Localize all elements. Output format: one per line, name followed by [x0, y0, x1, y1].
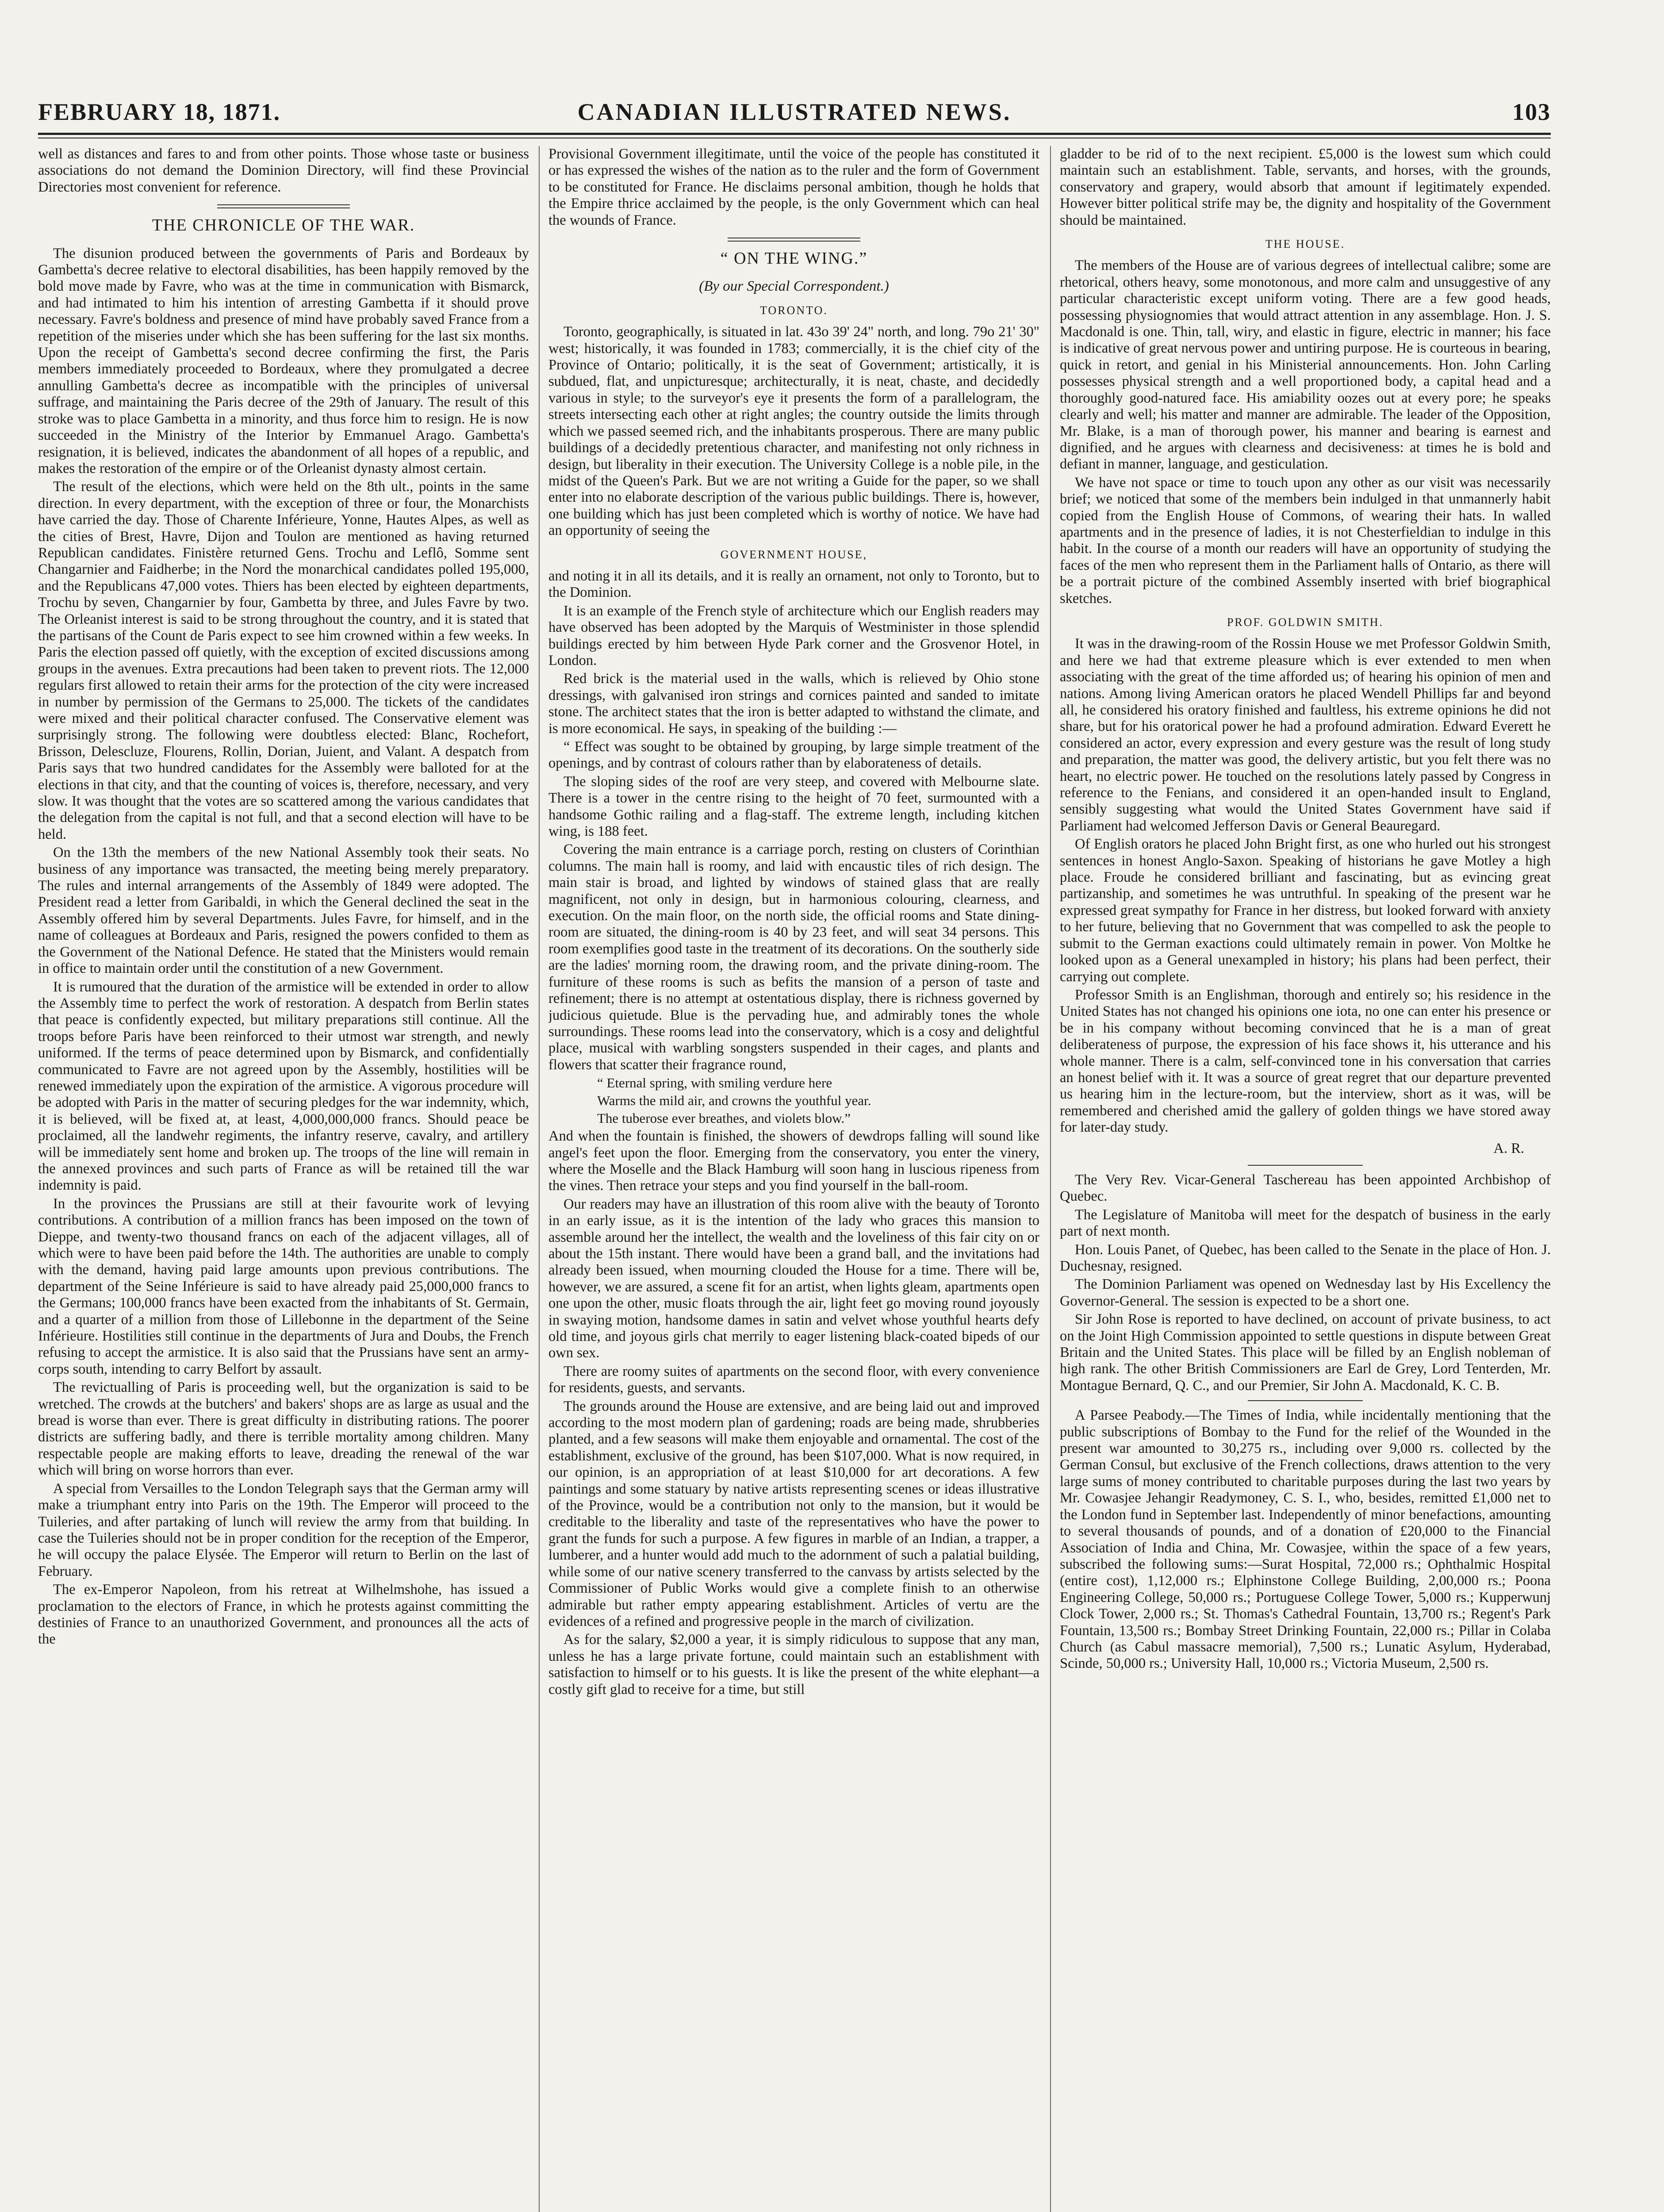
news-item: The Dominion Parliament was opened on Wednesday last by His Excellency the Governor-General. The session is expected to be a short one. — [1060, 1276, 1551, 1309]
paragraph: In the provinces the Prussians are still at their favourite work of levying contributions. A contribution of a million francs has been imposed on the town of Dieppe, and twenty-two thousand francs on each of the adjacent villages, all of which were to have been paid before the 14th. The authorities are unable to comply with the demand, having paid large amounts upon previous contributions. The department of the Seine Inférieure is said to have already paid 25,000,000 francs to the Germans; 100,000 francs have been exacted from the inhabitants of St. Germain, and a quarter of a million from those of Lillebonne in the department of the Seine Inférieure. Hostilities still continue in the departments of Jura and Doubs, the French refusing to accept the armistice. It is also said that the Prussians have sent an army-corps south, intending to carry Belfort by assault. — [38, 1195, 529, 1377]
paragraph: Covering the main entrance is a carriage porch, resting on clusters of Corinthian columns. The main hall is roomy, and laid with encaustic tiles of rich design. The main stair is broad, and lighted by windows of stained glass that are really magnificent, not only in design, but in harmonious colouring, clearness, and execution. On the main floor, on the north side, the official rooms and State dining-room are situated, the dining-room is 40 by 23 feet, and will seat 34 persons. This room exemplifies good taste in the treatment of its decorations. On the southerly side are the ladies' morning room, the drawing room, and the private dining-room. The furniture of these rooms is such as befits the mansion of a person of taste and refinement; there is no attempt at ostentatious display, there is richness governed by judicious quietude. Blue is the pervading hue, and admirably tones the whole surroundings. These rooms lead into the conservatory, which is a cosy and delightful place, musical with warbling songsters suspended in their cages, and plants and flowers that scatter their fragrance round, — [548, 841, 1039, 1073]
news-item: The Legislature of Manitoba will meet for the despatch of business in the early part of next month. — [1060, 1206, 1551, 1240]
article-heading-on-the-wing: “ ON THE WING.” — [720, 249, 868, 268]
subheading-goldwin-smith: PROF. GOLDWIN SMITH. — [1227, 615, 1384, 629]
column-3 — [1060, 146, 1551, 2212]
paragraph: It is an example of the French style of architecture which our English readers may have observed has been adopted by the Marquis of Westminister in those splendid buildings erected by him between Hyde Park corner and the Grosvenor Hotel, in London. — [548, 603, 1039, 668]
poem-line: “ Eternal spring, with smiling verdure here — [597, 1075, 832, 1091]
paragraph: Of English orators he placed John Bright first, as one who hurled out his strongest sentences in honest Anglo-Saxon. Speaking of historians he gave Motley a high place. Froude he considered brilliant and fascinating, but as evincing great partizanship, and sometimes he was untruthful. In speaking of the present war he expressed great sympathy for France in her distress, but looked forward with anxiety to her future, believing that no Government that was compelled to ask the people to submit to the German exactions could ultimately remain in power. Von Moltke he looked upon as a General unexampled in history; his plans had been perfect, their carrying out complete. — [1060, 836, 1551, 985]
page-number: 103 — [1512, 99, 1551, 125]
paragraph: The disunion produced between the governments of Paris and Bordeaux by Gambetta's decree relative to electoral disabilities, has been happily removed by the bold move made by Favre, who was at the time in communication with Bismarck, and had intimated to him his intention of arresting Gambetta if it should prove necessary. Favre's boldness and presence of mind have probably saved France from a repetition of the miseries under which she has been suffering for the last six months. Upon the receipt of Gambetta's second decree confirming the first, the Paris members immediately proceeded to Bordeaux, where they promulgated a decree annulling Gambetta's decree as incompatible with the principles of universal suffrage, and maintaining the Paris decree of the 29th of January. The result of this stroke was to place Gambetta in a minority, and thus force him to resign. He is now succeeded in the Ministry of the Interior by Emmanuel Arago. Gambetta's resignation, it is believed, indicates the abandonment of all hopes of a republic, and makes the restoration of the empire or of the Orleanist dynasty almost certain. — [38, 245, 529, 476]
paragraph: As for the salary, $2,000 a year, it is simply ridiculous to suppose that any man, unless he has a large private fortune, could maintain such an establishment with satisfaction to himself or to his guests. It is like the present of the white elephant—a costly gift glad to receive for a time, but still — [548, 1632, 1039, 1697]
newspaper-title: CANADIAN ILLUSTRATED NEWS. — [577, 99, 1012, 125]
paragraph: “ Effect was sought to be obtained by grouping, by large simple treatment of the openings, and by contrast of colours rather than by elaborateness of details. — [548, 739, 1039, 772]
subheading-the-house: THE HOUSE. — [1265, 238, 1346, 251]
paragraph: It is rumoured that the duration of the armistice will be extended in order to allow the Assembly time to perfect the work of restoration. A despatch from Berlin states that peace is confidently expected, but military preparations still continue. All the troops before Paris have been reinforced to their utmost war strength, and newly uniformed. If the terms of peace determined upon by Bismarck, and confidentially communicated to Favre are not agreed upon by the Assembly, hostilities will be renewed immediately upon the expiration of the armistice. A vigorous procedure will be adopted with Paris in the matter of securing pledges for the war indemnity, which, it is believed, will be fixed at, at least, 4,000,000,000 francs. Should peace be proclaimed, all the landwehr regiments, the infantry reserve, cavalry, and artillery will be immediately sent home and broken up. The troops of the line will remain in the annexed provinces and such parts of France as will be retained till the war indemnity is paid. — [38, 979, 529, 1194]
masthead-rule — [38, 133, 1551, 138]
news-item: The Very Rev. Vicar-General Taschereau has been appointed Archbishop of Quebec. — [1060, 1171, 1551, 1205]
paragraph: The members of the House are of various degrees of intellectual calibre; some are rhetorical, others heavy, some monotonous, and more calm and unsuggestive of any particular characteristic except uniform voting. There are a few good heads, possessing physiognomies that would attract attention in any assemblage. Hon. J. S. Macdonald is one. Thin, tall, wiry, and elastic in figure, electric in manner; his face is indicative of great nervous power and untiring purpose. He is courteous in bearing, quick in retort, and genial in his Ministerial announcements. Hon. John Carling possesses physical strength and a well proportioned body, a capital head and a thoroughly good-natured face. His amiability oozes out at every pore; he speaks clearly and well; his matter and manner are admirable. The leader of the Opposition, Mr. Blake, is a man of thorough power, his manner and bearing is earnest and dignified, and he argues with clearness and decisiveness: at times he is bold and defiant in manner, language, and gesticulation. — [1060, 257, 1551, 472]
byline: (By our Special Correspondent.) — [699, 278, 889, 295]
author-signature: A. R. — [1493, 1140, 1524, 1156]
section-rule — [1248, 1400, 1363, 1401]
article-continuation: well as distances and fares to and from other points. Those whose taste or business associations do not demand the Dominion Directory, will find these Provincial Directories most convenient for reference. — [38, 146, 529, 195]
paragraph: It was in the drawing-room of the Rossin House we met Professor Goldwin Smith, and here we had that extreme pleasure which is ever extended to men when associating with the great of the time afforded us; of hearing his opinion of men and nations. Among living American orators he placed Wendell Phillips far and beyond all, he considered his oratory finished and faultless, his extreme opinions he did not share, but for his oratorical power he had a profound admiration. Edward Everett he considered an actor, every expression and every gesture was the result of long study and preparation, the matter was good, the delivery artistic, but you felt there was no heart, no electric power. He touched on the resolutions lately passed by Congress in reference to the Fenians, and considered it an open-handed insult to England, sensibly suggesting what would the United States Government have said if Parliament had welcomed Jefferson Davis or General Beauregard. — [1060, 636, 1551, 834]
section-rule — [728, 238, 860, 242]
section-rule — [1248, 1165, 1363, 1166]
column-1 — [38, 146, 529, 2212]
paragraph: The ex-Emperor Napoleon, from his retreat at Wilhelmshohe, has issued a proclamation to the electors of France, in which he protests against committing the destinies of France to an unauthorized Government, and pronounces all the acts of the — [38, 1582, 529, 1647]
section-rule — [217, 204, 350, 208]
column-divider — [539, 146, 540, 2212]
column-divider — [1050, 146, 1051, 2212]
news-item: Hon. Louis Panet, of Quebec, has been called to the Senate in the place of Hon. J. Duchesnay, resigned. — [1060, 1241, 1551, 1274]
paragraph: Toronto, geographically, is situated in lat. 43o 39' 24" north, and long. 79o 21' 30" west; historically, it was founded in 1783; commercially, it is the chief city of the Province of Ontario; politically, it is the seat of Government; artistically, it is subdued, flat, and unpicturesque; architecturally, it is neat, chaste, and decidedly various in style; to the surveyor's eye it presents the form of a parallelogram, the streets intersecting each other at right angles; the country outside the limits through which we passed seemed rich, and the inhabitants prosperous. There are many public buildings of a decidedly pretentious character, and manifesting not only richness in design, but liberality in their execution. The University College is a noble pile, in the midst of the Queen's Park. But we are not writing a Guide for the paper, so we shall enter into no elaborate description of the various public buildings. There is, however, one building which has just been completed which is worthy of notice. We have had an opportunity of seeing the — [548, 324, 1039, 539]
paragraph: Red brick is the material used in the walls, which is relieved by Ohio stone dressings, with galvanised iron strings and cornices painted and sanded to imitate stone. The architect states that the iron is better adapted to withstand the climate, and is more economical. He says, in speaking of the building :— — [548, 671, 1039, 737]
paragraph: The grounds around the House are extensive, and are being laid out and improved according to the most modern plan of gardening; roads are being made, shrubberies planted, and a few seasons will make them enjoyable and ornamental. The cost of the establishment, exclusive of the ground, has been $107,000. What is now required, in our opinion, is an appropriation of at least $10,000 for art decorations. A few paintings and some statuary by native artists representing scenes or ideas illustrative of the Province, would be a contribution not only to the mansion, but it would be creditable to the liberality and taste of the representatives who have the power to grant the funds for such a purpose. A few figures in marble of an Indian, a trapper, a lumberer, and a hunter would add much to the adornment of such a palatial building, while some of our native scenery transferred to the canvass by artists selected by the Commissioner of Public Works would give a complete finish to an otherwise admirable but rather empty appearing establishment. Articles of vertu are the evidences of a refined and progressive people in the march of civilization. — [548, 1398, 1039, 1629]
paragraph: The revictualling of Paris is proceeding well, but the organization is said to be wretched. The crowds at the butchers' and bakers' shops are as large as usual and the bread is worse than ever. There is great difficulty in distributing rations. The poorer districts are suffering badly, and there is terrible mortality among children. Many respectable people are making efforts to leave, dreading the renewal of the war which will bring on worse horrors than ever. — [38, 1379, 529, 1479]
article-continuation: Provisional Government illegitimate, until the voice of the people has constituted it or has expressed the wishes of the nation as to the ruler and the form of Government to be constituted for France. He disclaims personal ambition, though he holds that the Empire thrice acclaimed by the people, is the only Government which can heal the wounds of France. — [548, 146, 1039, 228]
subheading-government-house: GOVERNMENT HOUSE, — [720, 548, 868, 561]
paragraph: Professor Smith is an Englishman, thorough and entirely so; his residence in the United States has not changed his opinions one iota, no one can enter his presence or be in his company without becoming convinced that he is a man of great deliberateness of purpose, the expression of his face shows it, his utterance and his whole manner. There is a calm, self-convinced tone in his conversation that carries an honest belief with it. It was a source of great regret that our departure prevented us hearing him in the lecture-room, but the interview, short as it was, will be remembered and cherished amid the gallery of golden things we have stored away for later-day study. — [1060, 987, 1551, 1136]
paragraph: The result of the elections, which were held on the 8th ult., points in the same direction. In every department, with the exception of three or four, the Monarchists have carried the day. Those of Charente Inférieure, Yonne, Hautes Alpes, as well as the cities of Brest, Havre, Dijon and Toulon are mentioned as having returned Republican candidates. Finistère returned Gens. Trochu and Leflô, Somme sent Changarnier and Faidherbe; in the Nord the monarchical candidates polled 195,000, and the Republicans 47,000 votes. Thiers has been elected by eighteen departments, Trochu by seven, Changarnier by four, Gambetta by three, and Jules Favre by two. The Orleanist interest is said to be strong throughout the country, and it is stated that the partisans of the Count de Paris expect to see him crowned within a few weeks. In Paris the election passed off quietly, with the exception of excited discussions among groups in the avenues. Extra precautions had been taken to prevent riots. The 12,000 regulars first allowed to retain their arms for the protection of the city were increased in number by permission of the Germans to 25,000. The tickets of the candidates were mixed and their political character confused. The Conservative element was surprisingly strong. The following were doubtless elected: Blanc, Rochefort, Brisson, Delescluze, Flourens, Rollin, Dorian, Juient, and Valant. A despatch from Paris says that two hundred candidates for the Assembly were balloted for at the elections in that city, and that the counting of voices is, therefore, necessary, and very slow. It was thought that the votes are so scattered among the various candidates that the delegation from the capital is not full, and that a second election will have to be held. — [38, 479, 529, 842]
article-heading-war-chronicle: THE CHRONICLE OF THE WAR. — [152, 216, 415, 235]
paragraph: The sloping sides of the roof are very steep, and covered with Melbourne slate. There is a tower in the centre rising to the height of 70 feet, surmounted with a handsome Gothic railing and a flag-staff. The extreme length, including kitchen wing, is 188 feet. — [548, 773, 1039, 840]
issue-date: FEBRUARY 18, 1871. — [38, 99, 281, 125]
paragraph: And when the fountain is finished, the showers of dewdrops falling will sound like angel's feet upon the floor. Emerging from the conservatory, you enter the vinery, where the Moselle and the Black Hamburg will soon hang in luscious ripeness from the vines. Then retrace your steps and you find yourself in the ball-room. — [548, 1128, 1039, 1194]
paragraph: and noting it in all its details, and it is really an ornament, not only to Toronto, but to the Dominion. — [548, 568, 1039, 601]
paragraph: Our readers may have an illustration of this room alive with the beauty of Toronto in an early issue, as it is the intention of the lady who graces this mansion to assemble around her the intellect, the wealth and the loveliness of this fair city on or about the 15th instant. There would have been a grand ball, and the invitations had already been issued, when mourning clouded the House for a time. There will be, however, we are assured, a scene fit for an artist, when lights gleam, apartments open one upon the other, music floats through the air, light feet go moving round joyously in swaying motion, handsome dames in satin and velvet whose youthful hearts defy old time, and joyous girls chat merrily to eager listening black-coated bipeds of our own sex. — [548, 1196, 1039, 1361]
paragraph: We have not space or time to touch upon any other as our visit was necessarily brief; we noticed that some of the members bein indulged in that unmannerly habit copied from the English House of Commons, of wearing their hats. In walled apartments and in the presence of ladies, it is not Chesterfieldian to indulge in this habit. In the course of a month our readers will have an opportunity of studying the faces of the men who represent them in the Parliament halls of Ontario, as there will be a portrait picture of the combined Assembly inserted with brief biographical sketches. — [1060, 474, 1551, 607]
article-continuation: gladder to be rid of to the next recipient. £5,000 is the lowest sum which could maintain such an establishment. Table, servants, and horses, with the grounds, conservatory and grapery, would absorb that amount if legitimately expended. However bitter political strife may be, the dignity and hospitality of the Government should be maintained. — [1060, 146, 1551, 228]
column-2 — [548, 146, 1039, 2212]
paragraph-parsee-peabody: A Parsee Peabody.—The Times of India, while incidentally mentioning that the public subscriptions of Bombay to the Fund for the relief of the Wounded in the present war amounted to 30,275 rs., including over 9,000 rs. collected by the German Consul, but exclusive of the French collections, draws attention to the very large sums of money contributed to charitable purposes during the last two years by Mr. Cowasjee Jehangir Readymoney, C. S. I., who, besides, remitted £1,000 net to the London fund in September last. Independently of minor benefactions, amounting to several thousands of pounds, and of a donation of £20,000 to the Financial Association of India and China, Mr. Cowasjee, within the space of a few years, subscribed the following sums:—Surat Hospital, 72,000 rs.; Ophthalmic Hospital (entire cost), 1,12,000 rs.; Elphinstone College Building, 2,00,000 rs.; Poona Engineering College, 50,000 rs.; Portuguese College Tower, 5,000 rs.; Kupperwunj Clock Tower, 2,000 rs.; St. Thomas's Cathedral Fountain, 13,700 rs.; Regent's Park Fountain, 13,500 rs.; Bombay Street Drinking Fountain, 22,000 rs.; Pillar in Colaba Church (as Cabul massacre memorial), 7,500 rs.; Lunatic Asylum, Hyderabad, Scinde, 50,000 rs.; University Hall, 10,000 rs.; Victoria Museum, 2,500 rs. — [1060, 1407, 1551, 1672]
poem-line: The tuberose ever breathes, and violets blow.” — [597, 1110, 851, 1126]
news-item: Sir John Rose is reported to have declined, on account of private business, to act on the Joint High Commission appointed to settle questions in dispute between Great Britain and the United States. This place will be filled by an English nobleman of high rank. The other British Commissioners are Earl de Grey, Lord Tenterden, Mr. Montague Bernard, Q. C., and our Premier, Sir John A. Macdonald, K. C. B. — [1060, 1311, 1551, 1394]
paragraph: There are roomy suites of apartments on the second floor, with every convenience for residents, guests, and servants. — [548, 1363, 1039, 1396]
paragraph: A special from Versailles to the London Telegraph says that the German army will make a triumphant entry into Paris on the 19th. The Emperor will proceed to the Tuileries, and after partaking of lunch will review the army from that building. In case the Tuileries should not be in proper condition for the reception of the Emperor, he will occupy the palace Elysée. The Emperor will return to Berlin on the last of February. — [38, 1480, 529, 1579]
paragraph: On the 13th the members of the new National Assembly took their seats. No business of any importance was transacted, the meeting being merely preparatory. The rules and internal arrangements of the Assembly of 1849 were adopted. The President read a letter from Garibaldi, in which the General declined the seat in the Assembly offered him by several Departments. Jules Favre, for himself, and in the name of colleagues at Bordeaux and Paris, resigned the powers confided to them as the Government of the National Defence. He stated that the Ministers would remain in office to maintain order until the constitution of a new Government. — [38, 845, 529, 977]
subheading-toronto: TORONTO. — [760, 303, 828, 317]
poem-line: Warms the mild air, and crowns the youthful year. — [597, 1093, 871, 1109]
